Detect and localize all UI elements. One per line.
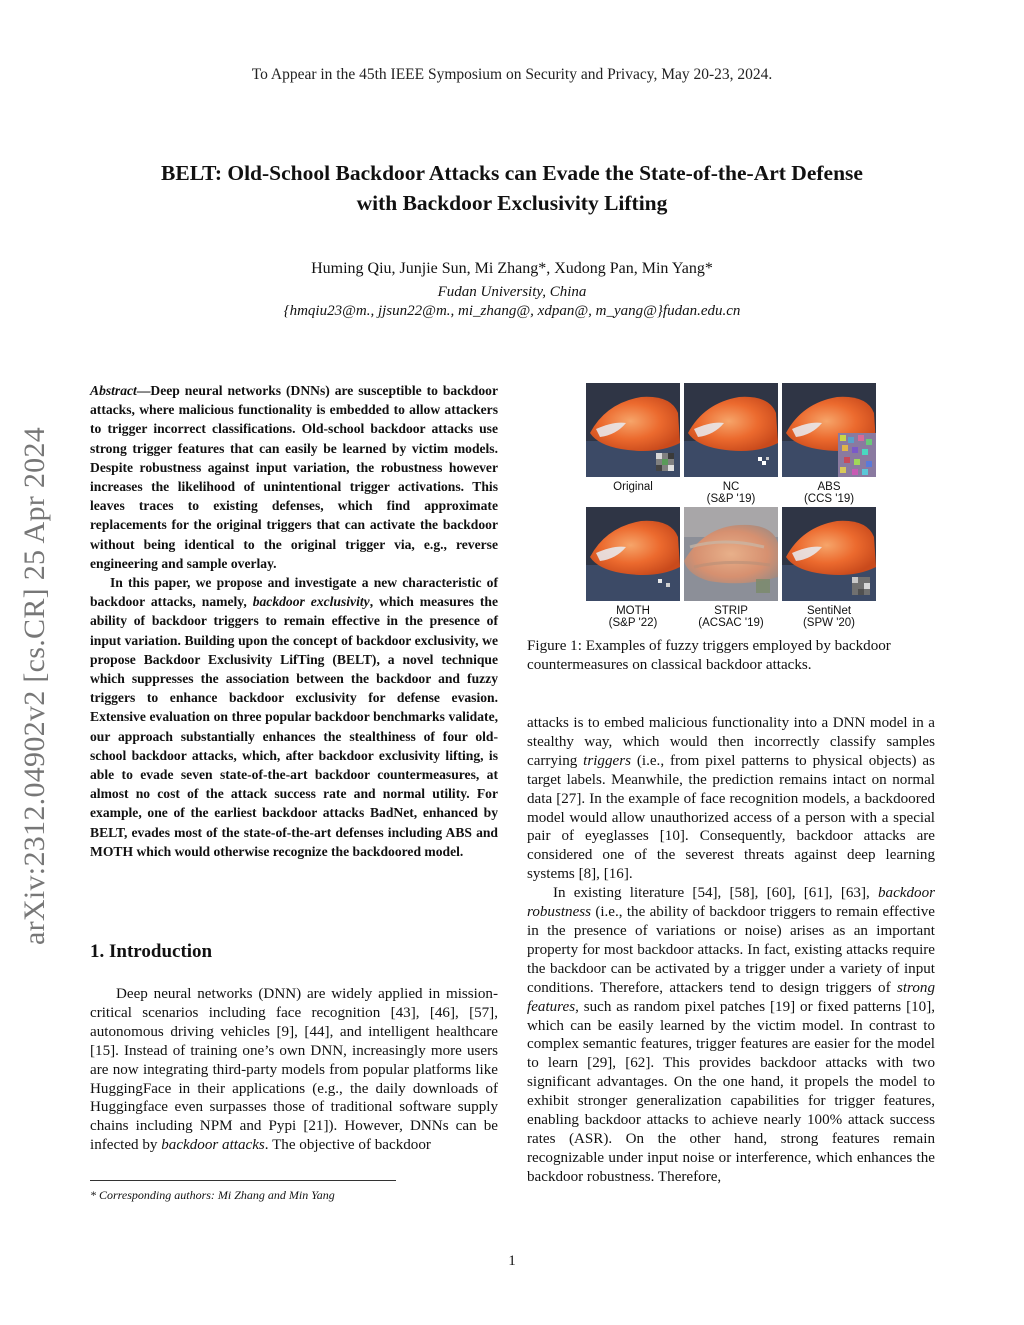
abstract-emphasis: backdoor exclusivity — [252, 594, 370, 610]
footnote-divider — [90, 1180, 396, 1181]
abstract-text-2b: , which measures the ability of backdoor triggers to remain effective in the presence of input variation. Building upon the concept of backdoor exclusivity, we propose Backdoor Exclusivity LifTing (BELT), a novel technique which suppresses the association between the backdoor and fuzzy triggers to enhance backdoor exclusivity for defense evasion. Extensive evaluation on three popular backdoor benchmarks validate, our approach substantially enhances the stealthiness of four old-school backdoor attacks, which, after backdoor exclusivity lifting, is able to evade seven state-of-the-art backdoor countermeasures, at almost no cost of the attack success rate and normal utility. For example, one of the earliest backdoor attacks BadNet, enhanced by BELT, evades most of the state-of-the-art defenses including ABS and MOTH which would otherwise recognize the backdoored model. — [90, 594, 498, 859]
abstract — [90, 381, 498, 861]
thumb-moth — [586, 507, 680, 601]
intro-emphasis: backdoor attacks — [161, 1137, 265, 1154]
fish-image — [782, 507, 876, 601]
paper-title — [80, 158, 944, 218]
intro-paragraph-1 — [90, 985, 498, 1155]
label-venue: (ACSAC '19) — [698, 617, 764, 629]
intro-right-text-b: (i.e., from pixel patterns to physical objects) as target labels. Meanwhile, the prediction remains intact on normal data [27]. In the example of face recognition models, a backdoored model would allow unauthorized access of a person with a special pair of eyeglasses [10]. Consequently, backdoor attacks are considered one of the severest threats against deep learning systems [8], [16]. — [527, 752, 935, 883]
fish-image — [586, 383, 680, 477]
label-strip — [681, 605, 781, 629]
figure-caption: Figure 1: Examples of fuzzy triggers employed by backdoor countermeasures on classical backdoor attacks. — [527, 638, 891, 673]
arxiv-stamp: arXiv:2312.04902v2 [cs.CR] 25 Apr 2024 — [18, 426, 51, 945]
intro-text-b: . The objective of backdoor — [264, 1137, 431, 1154]
label-nc — [681, 481, 781, 505]
label-name: NC — [722, 481, 740, 493]
introduction-right-column — [527, 714, 935, 1187]
abstract-text-2a: In this paper, we propose and investigate a new characteristic of backdoor attacks, namely, — [90, 575, 498, 610]
label-name: Original — [613, 481, 653, 493]
intro-right-text-e: , such as random pixel patches [19] or fixed patterns [10], which can be easily learned by the victim model. In contrast to complex semantic features, trigger features are easier for the model to learn [29], [62]. This provides backdoor attacks with two significant advantages. On the one hand, it propels the model to exhibit stronger generalization capabilities for trigger features, enabling backdoor attacks to achieve nearly 100% attack success rates (ASR). On the other hand, strong features remain recognizable under input noise or interference, which enhances the backdoor robustness. Therefore, — [527, 998, 935, 1185]
label-venue: (S&P '22) — [608, 617, 658, 629]
noise-patch — [838, 433, 876, 477]
section-heading-introduction: 1. Introduction — [90, 941, 213, 962]
label-venue: (S&P '19) — [706, 493, 756, 505]
author-emails: {hmqiu23@m., jjsun22@m., mi_zhang@, xdpan@, m_yang@}fudan.edu.cn — [283, 303, 741, 319]
intro-right-text-c: In existing literature [54], [58], [60], [61], [63], — [553, 885, 878, 902]
thumb-nc — [684, 383, 778, 477]
intro-paragraph-3 — [527, 884, 935, 1187]
affiliation: Fudan University, China — [437, 284, 587, 300]
fish-image — [684, 383, 778, 477]
thumb-sentinet — [782, 507, 876, 601]
fish-image — [782, 383, 876, 477]
figure-1 — [586, 383, 878, 629]
label-original — [583, 481, 683, 493]
label-name: MOTH — [616, 605, 650, 617]
intro-right-emphasis-robustness: backdoor robustness — [527, 885, 935, 921]
footnote: * Corresponding authors: Mi Zhang and Min Yang — [90, 1188, 335, 1202]
label-moth — [583, 605, 683, 629]
label-venue: (CCS '19) — [803, 493, 855, 505]
label-abs — [779, 481, 879, 505]
label-name: STRIP — [714, 605, 748, 617]
fish-image — [586, 507, 680, 601]
label-sentinet — [779, 605, 879, 629]
intro-right-emphasis-triggers: triggers — [583, 752, 631, 769]
fish-image — [684, 507, 778, 601]
intro-right-text-a: attacks is to embed malicious functionality into a DNN model in a stealthy way, which would then incorrectly classify samples carrying — [527, 715, 935, 769]
intro-right-text-d: (i.e., the ability of backdoor triggers to remain effective in the presence of variations or noise) arises as an important property for most backdoor attacks. In fact, existing attacks require the backdoor can be activated by a trigger under a variety of input conditions. Therefore, attackers tend to design triggers of — [527, 904, 935, 996]
abstract-paragraph-2 — [90, 573, 498, 861]
title-line-2: with Backdoor Exclusivity Lifting — [356, 191, 668, 215]
intro-paragraph-2 — [527, 714, 935, 884]
conference-header: To Appear in the 45th IEEE Symposium on Security and Privacy, May 20-23, 2024. — [251, 66, 773, 83]
thumb-abs — [782, 383, 876, 477]
intro-text-a: Deep neural networks (DNN) are widely applied in mission-critical scenarios including face recognition [43], [46], [57], autonomous driving vehicles [9], [44], and intelligent healthcare [15]. Instead of training one’s own DNN, increasingly more users are now integrating third-party models from popular platforms like HuggingFace in their applications (e.g., the daily downloads of Huggingface even surpasses those of traditional software supply chains including NPM and Pypi [21]). However, DNNs can be infected by — [90, 986, 498, 1154]
label-name: ABS — [817, 481, 841, 493]
abstract-text-1: —Deep neural networks (DNNs) are susceptible to backdoor attacks, where malicious functionality is embedded to allow attackers to trigger incorrect classifications. Old-school backdoor attacks use strong trigger features that can easily be learned by victim models. Despite robustness against input variation, the robustness however increases the likelihood of unintentional trigger activations. This leaves traces to existing defenses, which find approximate replacements for the original triggers that can activate the backdoor without being identical to the original trigger via, e.g., reverse engineering and sample overlay. — [90, 383, 498, 571]
label-name: SentiNet — [806, 605, 852, 617]
abstract-lead: Abstract — [90, 383, 137, 398]
introduction-left-column — [90, 985, 498, 1155]
thumb-original — [586, 383, 680, 477]
title-line-1: BELT: Old-School Backdoor Attacks can Evade the State-of-the-Art Defense — [161, 161, 863, 185]
page-number: 1 — [508, 1253, 516, 1269]
label-venue: (SPW '20) — [802, 617, 856, 629]
abstract-paragraph-1 — [90, 381, 498, 573]
author-list: Huming Qiu, Junjie Sun, Mi Zhang*, Xudong Pan, Min Yang* — [311, 260, 713, 277]
intro-right-emphasis-features: strong features — [527, 979, 935, 1015]
thumb-strip — [684, 507, 778, 601]
